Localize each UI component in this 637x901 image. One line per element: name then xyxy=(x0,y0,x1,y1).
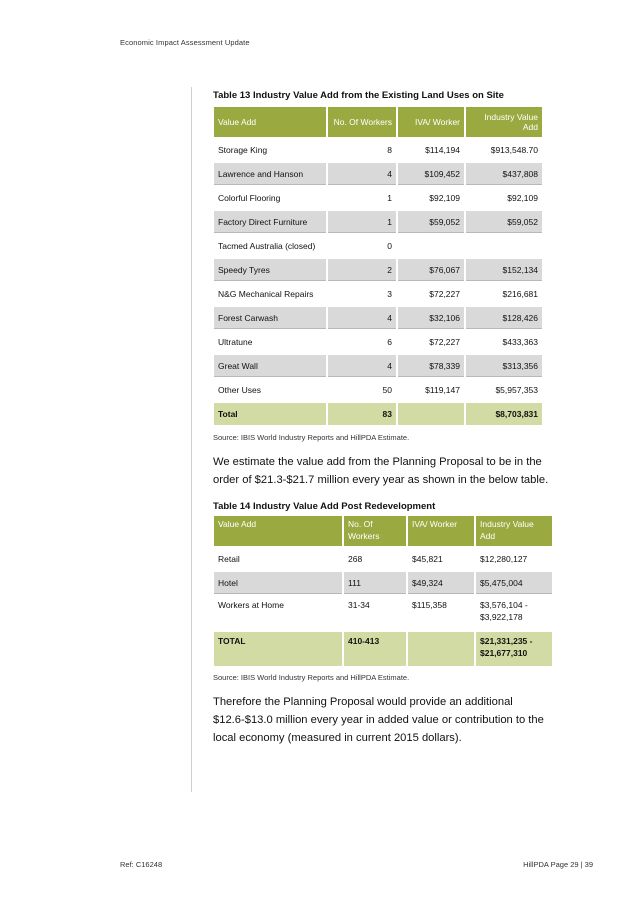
table-cell: Speedy Tyres xyxy=(214,259,326,281)
table-cell: $49,324 xyxy=(408,572,474,594)
table-cell xyxy=(466,235,542,257)
table-cell: $92,109 xyxy=(507,193,538,203)
table-cell: 268 xyxy=(348,554,363,564)
table-13 xyxy=(212,105,544,427)
column-header: Value Add xyxy=(214,516,342,546)
table-cell: $78,339 xyxy=(398,355,464,377)
table-cell: 6 xyxy=(387,337,392,347)
table-cell: $437,808 xyxy=(466,163,542,185)
table-row xyxy=(214,355,542,377)
column-header: Industry Value Add xyxy=(476,516,552,546)
table-cell: $109,452 xyxy=(398,163,464,185)
table-14 xyxy=(212,514,554,668)
table-cell: $92,109 xyxy=(429,193,460,203)
table-cell: $913,548.70 xyxy=(490,145,538,155)
table-cell: $76,067 xyxy=(398,259,464,281)
table-cell: 1 xyxy=(387,193,392,203)
table-cell: 8 xyxy=(387,145,392,155)
table-cell: $45,821 xyxy=(412,554,443,564)
table-cell xyxy=(398,403,464,425)
table-row xyxy=(214,259,542,281)
table-cell: $128,426 xyxy=(466,307,542,329)
column-header: Value Add xyxy=(214,107,326,137)
column-header: IVA/ Worker xyxy=(408,516,474,546)
column-header: No. Of Workers xyxy=(344,516,406,546)
body-paragraph: We estimate the value add from the Planning Proposal to be in the order of $21.3-$21.7 million every year as shown in the below table. xyxy=(213,456,549,486)
column-header: IVA/ Worker xyxy=(398,107,464,137)
table-row xyxy=(214,211,542,233)
table-cell: 4 xyxy=(328,355,396,377)
table-cell: Workers at Home xyxy=(218,600,284,610)
table-cell: 31-34 xyxy=(348,600,370,610)
table-cell: $216,681 xyxy=(502,289,538,299)
table-14-source: Source: IBIS World Industry Reports and HillPDA Estimate. xyxy=(213,673,410,682)
table-cell: 111 xyxy=(344,572,406,594)
table-cell: Other Uses xyxy=(218,385,261,395)
table-cell: 3 xyxy=(387,289,392,299)
table-cell: $152,134 xyxy=(466,259,542,281)
table-cell: 1 xyxy=(328,211,396,233)
table-row xyxy=(214,307,542,329)
column-header: No. Of Workers xyxy=(328,107,396,137)
table-cell: $32,106 xyxy=(398,307,464,329)
table-cell: $119,147 xyxy=(425,385,460,395)
table-total-row xyxy=(214,403,542,425)
table-cell: Tacmed Australia (closed) xyxy=(218,241,316,251)
table-cell: Hotel xyxy=(214,572,342,594)
table-cell: 0 xyxy=(387,241,392,251)
footer-page-number: HillPDA Page 29 | 39 xyxy=(523,860,593,869)
table-cell: Storage King xyxy=(218,145,268,155)
table-14-header-row xyxy=(214,516,552,546)
body-paragraph: Therefore the Planning Proposal would provide an additional $12.6-$13.0 million every year in added value or contribution to the local economy (measured in current 2015 dollars). xyxy=(213,696,544,744)
table-total-row xyxy=(214,632,552,666)
table-cell xyxy=(408,632,474,666)
table-cell: $12,280,127 xyxy=(480,554,528,564)
table-cell: $313,356 xyxy=(466,355,542,377)
table-13-source: Source: IBIS World Industry Reports and HillPDA Estimate. xyxy=(213,433,410,442)
table-cell: $21,331,235 - $21,677,310 xyxy=(476,632,552,666)
table-row xyxy=(214,139,542,161)
margin-rule xyxy=(191,87,192,792)
table-cell: 410-413 xyxy=(344,632,406,666)
table-row xyxy=(214,596,552,630)
table-cell xyxy=(398,235,464,257)
table-cell: $8,703,831 xyxy=(466,403,542,425)
table-cell: Ultratune xyxy=(218,337,253,347)
table-cell: $72,227 xyxy=(429,289,460,299)
table-cell: $114,194 xyxy=(425,145,460,155)
table-13-header-row xyxy=(214,107,542,137)
table-cell: N&G Mechanical Repairs xyxy=(218,289,314,299)
table-cell: $59,052 xyxy=(398,211,464,233)
table-cell: TOTAL xyxy=(214,632,342,666)
table-cell: 83 xyxy=(328,403,396,425)
table-14-caption: Table 14 Industry Value Add Post Redevelopment xyxy=(213,501,436,512)
table-cell: 4 xyxy=(328,307,396,329)
column-header: Industry Value Add xyxy=(466,107,542,137)
table-cell: $433,363 xyxy=(502,337,538,347)
table-cell: Great Wall xyxy=(214,355,326,377)
table-cell: Factory Direct Furniture xyxy=(214,211,326,233)
table-cell: $5,957,353 xyxy=(495,385,538,395)
table-row xyxy=(214,548,552,570)
table-row xyxy=(214,283,542,305)
table-row xyxy=(214,379,542,401)
table-row xyxy=(214,331,542,353)
table-13-caption: Table 13 Industry Value Add from the Existing Land Uses on Site xyxy=(213,90,504,101)
table-row xyxy=(214,187,542,209)
footer-reference: Ref: C16248 xyxy=(120,860,163,869)
table-cell: 2 xyxy=(328,259,396,281)
table-cell: Total xyxy=(214,403,326,425)
table-cell: Colorful Flooring xyxy=(218,193,281,203)
table-cell: $5,475,004 xyxy=(476,572,552,594)
table-row xyxy=(214,235,542,257)
table-cell: Lawrence and Hanson xyxy=(214,163,326,185)
table-row xyxy=(214,163,542,185)
table-cell: $3,576,104 - $3,922,178 xyxy=(480,600,528,622)
table-cell: Retail xyxy=(218,554,240,564)
table-row xyxy=(214,572,552,594)
table-cell: $72,227 xyxy=(429,337,460,347)
table-cell: $115,358 xyxy=(412,600,447,610)
table-cell: Forest Carwash xyxy=(214,307,326,329)
document-header-title: Economic Impact Assessment Update xyxy=(120,38,250,47)
table-cell: $59,052 xyxy=(466,211,542,233)
table-cell: 50 xyxy=(382,385,392,395)
table-cell: 4 xyxy=(328,163,396,185)
